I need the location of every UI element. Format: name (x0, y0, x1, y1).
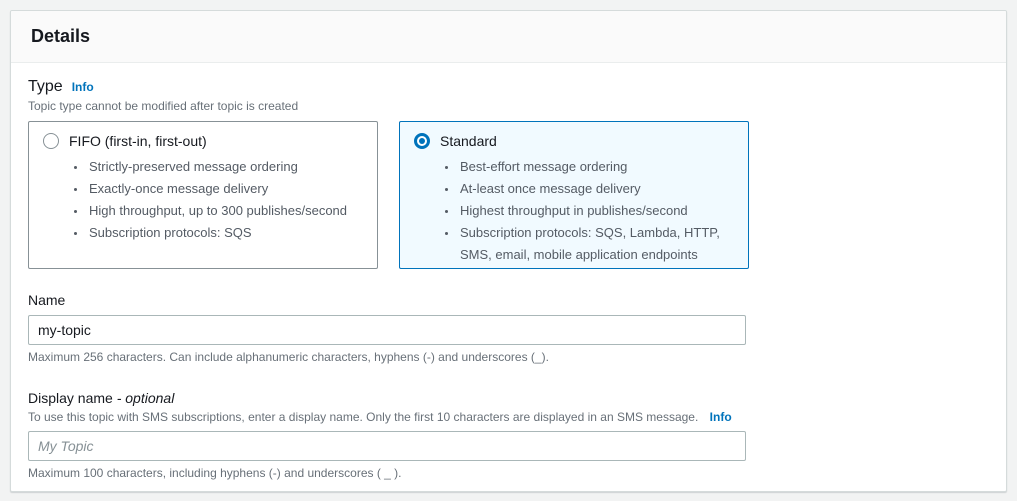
display-name-label (28, 390, 986, 406)
name-input[interactable] (28, 315, 746, 345)
type-label-row (28, 78, 986, 96)
display-name-field-section (28, 390, 986, 480)
page-title: Details (31, 26, 91, 46)
name-label: Name (28, 292, 66, 308)
display-name-label-text: Display name (28, 390, 113, 406)
display-name-description-row (28, 410, 986, 424)
bullet-item: • Subscription protocols: SQS (87, 222, 363, 244)
bullet-item: • At-least once message delivery (458, 178, 734, 200)
bullet-item: • High throughput, up to 300 publishes/second (87, 200, 363, 222)
display-name-info-link[interactable]: Info (709, 410, 732, 424)
fifo-radio-button[interactable] (43, 133, 59, 149)
name-helper-text: Maximum 256 characters. Can include alphanumeric characters, hyphens (-) and underscores (_). (28, 350, 549, 364)
type-option-fifo[interactable] (28, 121, 378, 269)
name-field-section (28, 292, 986, 364)
display-name-optional-suffix: - optional (116, 390, 175, 406)
type-label: Type (28, 78, 63, 95)
bullet-item: • Best-effort message ordering (458, 156, 734, 178)
type-field-section (28, 78, 986, 269)
type-info-link[interactable]: Info (71, 80, 94, 94)
details-panel (10, 10, 1007, 492)
bullet-item: • Strictly-preserved message ordering (87, 156, 363, 178)
display-name-description: To use this topic with SMS subscriptions, enter a display name. Only the first 10 characters are displayed in an SMS message. (28, 410, 699, 424)
standard-radio-button[interactable] (414, 133, 430, 149)
standard-option-title: Standard (440, 133, 497, 149)
standard-bullet-list (458, 156, 734, 266)
fifo-bullet-list (87, 156, 363, 244)
fifo-title-row (43, 133, 363, 149)
display-name-helper-text: Maximum 100 characters, including hyphens (-) and underscores ( _ ). (28, 466, 402, 480)
type-option-standard[interactable] (399, 121, 749, 269)
bullet-item: • Highest throughput in publishes/second (458, 200, 734, 222)
display-name-input[interactable] (28, 431, 746, 461)
bullet-item: • Subscription protocols: SQS, Lambda, HTTP, SMS, email, mobile application endpoints (458, 222, 734, 266)
radio-dot (419, 138, 425, 144)
bullet-item: • Exactly-once message delivery (87, 178, 363, 200)
details-panel-body (11, 63, 1006, 500)
type-description: Topic type cannot be modified after topic is created (28, 99, 299, 113)
fifo-option-title: FIFO (first-in, first-out) (69, 133, 207, 149)
type-options-row (28, 121, 986, 269)
standard-title-row (414, 133, 734, 149)
details-panel-header (11, 11, 1006, 63)
